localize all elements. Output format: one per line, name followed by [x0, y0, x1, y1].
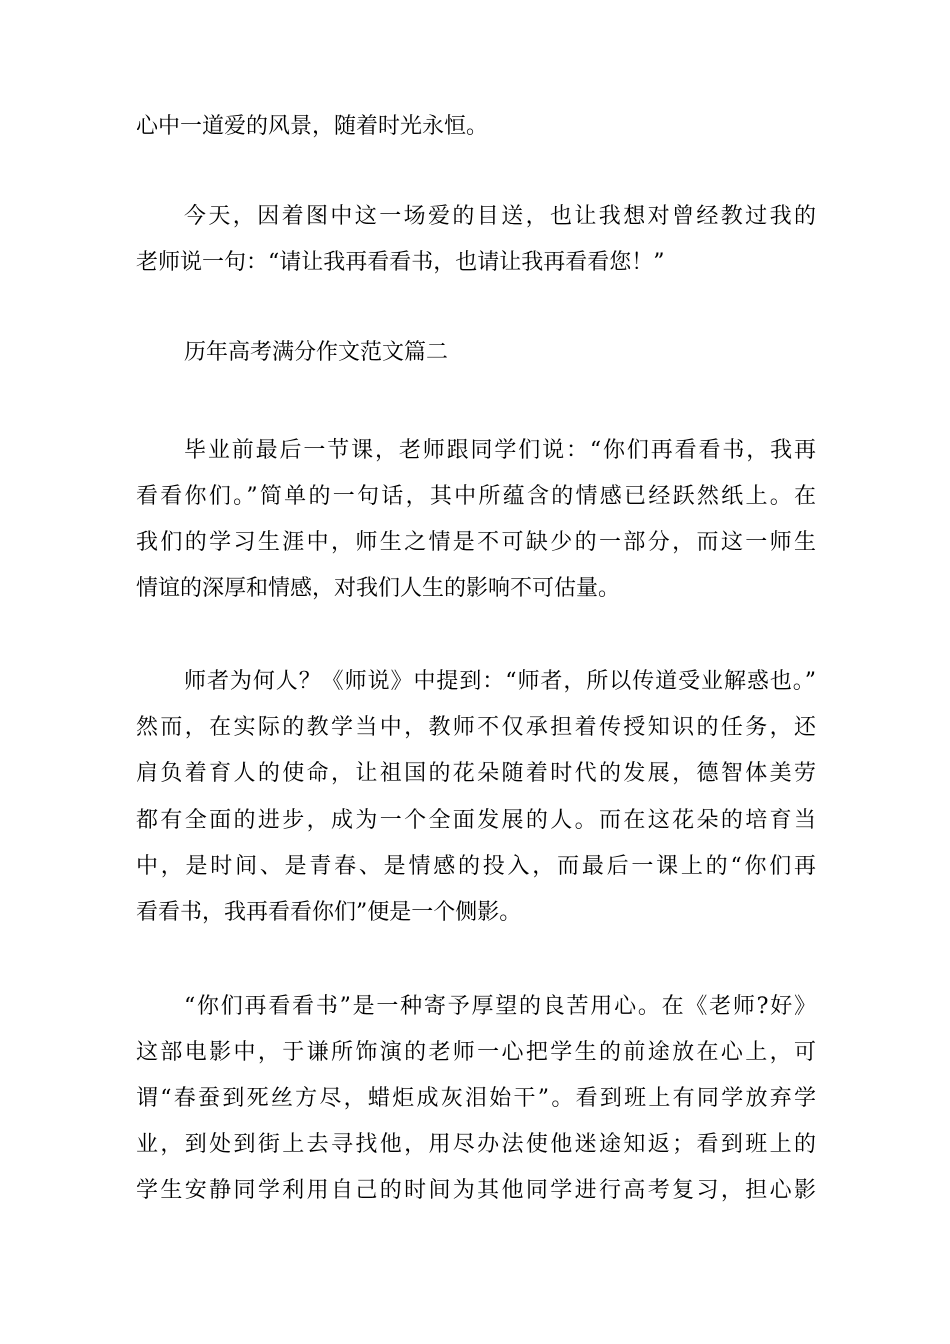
paragraph-line: 老师说一句：“请让我再看看书，也请让我再看看您！” [136, 250, 665, 275]
paragraph-line: 都有全面的进步，成为一个全面发展的人。而在这花朵的培育当 [136, 808, 816, 833]
paragraph-line: 这部电影中，于谦所饰演的老师一心把学生的前途放在心上，可 [136, 1040, 816, 1065]
paragraph-line: 然而，在实际的教学当中，教师不仅承担着传授知识的任务，还 [136, 715, 816, 740]
paragraph-line: 心中一道爱的风景，随着时光永恒。 [136, 114, 489, 139]
paragraph-line: 今天，因着图中这一场爱的目送，也让我想对曾经教过我的 [184, 204, 816, 229]
paragraph-line: 业，到处到街上去寻找他，用尽办法使他迷途知返；看到班上的 [136, 1132, 816, 1157]
paragraph-line: 毕业前最后一节课，老师跟同学们说：“你们再看看书，我再 [184, 438, 816, 463]
paragraph-line: 肩负着育人的使命，让祖国的花朵随着时代的发展，德智体美劳 [136, 761, 816, 786]
paragraph-line: 谓“春蚕到死丝方尽，蜡炬成灰泪始干”。看到班上有同学放弃学 [136, 1086, 816, 1111]
paragraph-line: 中，是时间、是青春、是情感的投入，而最后一课上的“你们再 [136, 854, 816, 879]
paragraph-line: 我们的学习生涯中，师生之情是不可缺少的一部分，而这一师生 [136, 530, 816, 555]
paragraph-line: 看看你们。”简单的一句话，其中所蕴含的情感已经跃然纸上。在 [136, 484, 816, 509]
paragraph-line: 师者为何人？《师说》中提到：“师者，所以传道受业解惑也。” [184, 669, 816, 694]
paragraph-line: 学生安静同学利用自己的时间为其他同学进行高考复习，担心影 [136, 1178, 816, 1203]
paragraph-line: “你们再看看书”是一种寄予厚望的良苦用心。在《老师?好》 [184, 994, 816, 1019]
paragraph-line: 情谊的深厚和情感，对我们人生的影响不可估量。 [136, 576, 621, 601]
paragraph-line: 看看书，我再看看你们”便是一个侧影。 [136, 900, 522, 925]
section-heading: 历年高考满分作文范文篇二 [184, 340, 449, 365]
